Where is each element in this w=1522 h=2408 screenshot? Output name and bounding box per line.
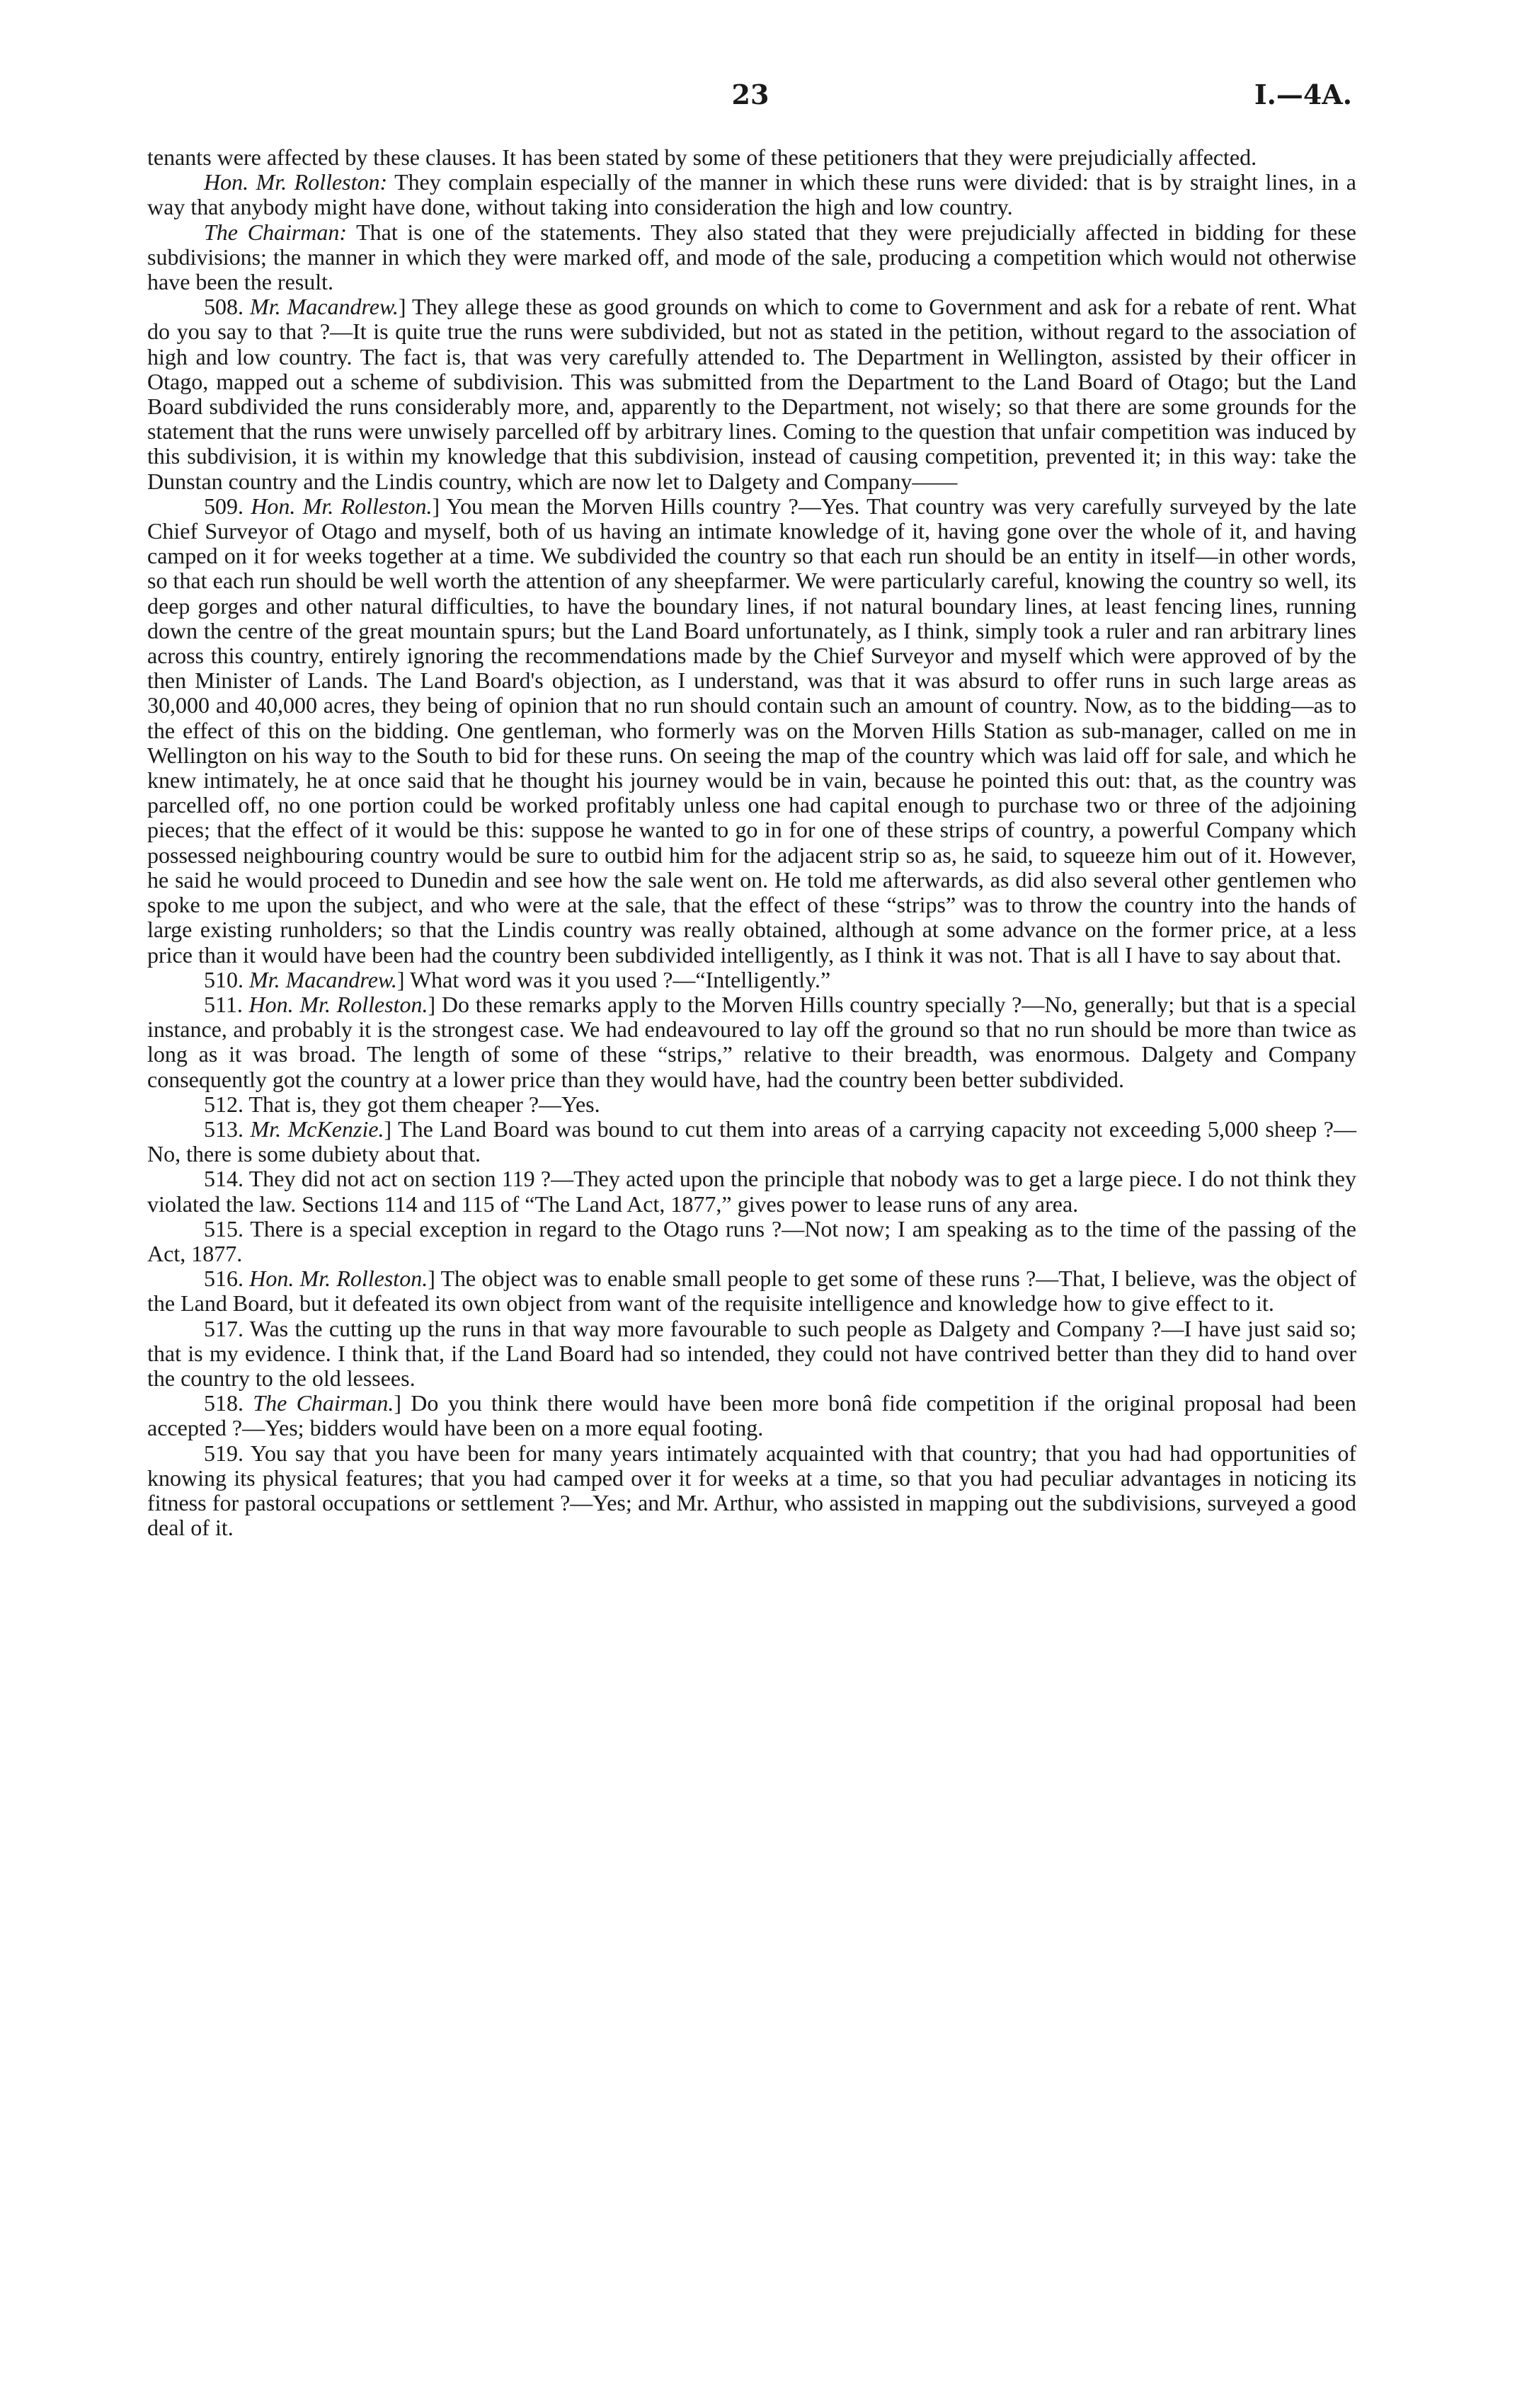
question-number: 512. [204, 1091, 249, 1117]
speaker-name: Hon. Mr. Rolleston. [249, 1266, 428, 1292]
paragraph [147, 1092, 1356, 1117]
paragraph-text: You say that you have been for many years intimately acquainted with that country; that you had had opportunities of knowing its physical features; that you had camped over it for weeks at a time, so that you had peculiar advantages in noticing its fitness for pastoral occupations or settlement ?—Yes; and Mr. Arthur, who assisted in mapping out the subdivisions, surveyed a good deal of it. [147, 1440, 1357, 1541]
paragraph [147, 294, 1356, 494]
question-number: 510. [204, 966, 249, 992]
paragraph [147, 1217, 1356, 1266]
paragraph-text: ] Do these remarks apply to the Morven Hills country specially ?—No, generally; but that is a special instance, and probably it is the strongest case. We had endeavoured to lay off the ground so that no run should be more than twice as long as it was broad. The length of some of these “strips,” relative to their breadth, was enormous. Dalgety and Company consequently got the country at a lower price than they would have, had the country been better subdivided. [147, 991, 1357, 1092]
page-header [149, 74, 1352, 117]
paragraph-text: ] They allege these as good grounds on which to come to Government and ask for a rebate of rent. What do you say to that ?—It is quite true the runs were subdivided, but not as stated in the petition, without regard to the association of high and low country. The fact is, that was very carefully attended to. The Department in Wellington, assisted by their officer in Otago, mapped out a scheme of subdivision. This was submitted from the Department to the Land Board of Otago; but the Land Board subdivided the runs considerably more, and, apparently to the Department, not wisely; so that there are some grounds for the statement that the runs were unwisely parcelled off by arbitrary lines. Coming to the question that unfair competition was induced by this subdivision, it is within my knowledge that this subdivision, instead of causing competition, prevented it; in this way: take the Dunstan country and the Lindis country, which are now let to Dalgety and Company—— [147, 294, 1357, 494]
question-number: 513. [204, 1116, 251, 1142]
speaker-name: Hon. Mr. Rolleston. [248, 991, 428, 1017]
paragraph [147, 494, 1356, 968]
speaker-name: Mr. McKenzie. [250, 1116, 384, 1142]
paragraph-text: tenants were affected by these clauses. It has been stated by some of these petitioners that they were prejudicially affected. [147, 144, 1257, 170]
paragraph-text: They did not act on section 119 ?—They acted upon the principle that nobody was to get a large piece. I do not think they violated the law. Sections 114 and 115 of “The Land Act, 1877,” gives power to lease runs of any area. [147, 1166, 1357, 1217]
paragraph [147, 992, 1356, 1092]
document-reference: I.—4A. [1254, 79, 1352, 110]
paragraph-text: That is one of the statements. They also stated that they were prejudicially affected in bidding for these subdivisions; the manner in which they were marked off, and mode of the sale, producing a competition which would not otherwise have been the result. [147, 219, 1357, 295]
question-number: 516. [204, 1266, 250, 1292]
paragraph-text: ] Do you think there would have been more bonâ fide competition if the original proposal had been accepted ?—Yes; bidders would have been on a more equal footing. [147, 1390, 1356, 1441]
paragraph-text: That is, they got them cheaper ?—Yes. [248, 1091, 600, 1117]
paragraph-text: ] The object was to enable small people to get some of these runs ?—That, I believe, was the object of the Land Board, but it defeated its own object from want of the requisite intelligence and knowledge how to give effect to it. [147, 1266, 1357, 1317]
paragraph-text: ] What word was it you used ?—“Intelligently.” [396, 966, 831, 992]
paragraph-text: Was the cutting up the runs in that way more favourable to such people as Dalgety and Company ?—I have just said so; that is my evidence. I think that, if the Land Board had so intended, they could not have contrived better than they did to hand over the country to the old lessees. [147, 1315, 1357, 1391]
paragraph [147, 145, 1356, 170]
paragraph-text: ] The Land Board was bound to cut them into areas of a carrying capacity not exceeding 5,000 sheep ?—No, there is some dubiety about that. [147, 1116, 1357, 1167]
question-number: 514. [204, 1166, 249, 1192]
speaker-name: The Chairman: [204, 219, 348, 245]
paragraph [147, 1317, 1356, 1392]
paragraph [147, 1117, 1356, 1166]
paragraph-text: ] You mean the Morven Hills country ?—Yes. That country was very carefully surveyed by the late Chief Surveyor of Otago and myself, both of us having an intimate knowledge of it, having gone over the whole of it, and having camped on it for weeks together at a time. We subdivided the country so that each run should be an entity in itself—in other words, so that each run should be well worth the attention of any sheepfarmer. We were particularly careful, knowing the country so well, its deep gorges and other natural difficulties, to have the boundary lines, if not natural boundary lines, at least fencing lines, running down the centre of the great mountain spurs; but the Land Board unfortunately, as I think, simply took a ruler and ran arbitrary lines across this country, entirely ignoring the recommendations made by the Chief Surveyor and myself which were approved of by the then Minister of Lands. The Land Board's objection, as I understand, was that it was absurd to offer runs in such large areas as 30,000 and 40,000 acres, they being of opinion that no run should contain such an amount of country. Now, as to the bidding—as to the effect of this on the bidding. One gentleman, who formerly was on the Morven Hills Station as sub-manager, called on me in Wellington on his way to the South to bid for these runs. On seeing the map of the country which was laid off for sale, and which he knew intimately, he at once said that he thought his journey would be in vain, because he pointed this out: that, as the country was parcelled off, no one portion could be worked profitably unless one had capital enough to purchase two or three of the adjoining pieces; that the effect of it would be this: suppose he wanted to go in for one of these strips of country, a powerful Company which possessed neighbouring country would be sure to outbid him for the adjacent strip so as, he said, to squeeze him out of it. However, he said he would proceed to Dunedin and see how the sale went on. He told me afterwards, as did also several other gentlemen who spoke to me upon the subject, and who were at the sale, that the effect of these “strips” was to throw the country into the hands of large existing runholders; so that the Lindis country was really obtained, although at some advance on the former price, at a less price than it would have been had the country been subdivided intelligently, as I think it was not. That is all I have to say about that. [147, 493, 1357, 968]
question-number: 518. [204, 1390, 253, 1416]
speaker-name: Hon. Mr. Rolleston: [204, 169, 388, 195]
question-number: 517. [204, 1315, 250, 1341]
speaker-name: Mr. Macandrew. [249, 966, 397, 992]
paragraph [147, 1266, 1356, 1316]
body-text [147, 145, 1356, 1540]
speaker-name: Hon. Mr. Rolleston. [251, 493, 433, 519]
question-number: 508. [204, 294, 251, 320]
question-number: 509. [204, 493, 251, 519]
paragraph [147, 1166, 1356, 1216]
paragraph [147, 1391, 1356, 1440]
paragraph [147, 1441, 1356, 1541]
page-number: 23 [731, 79, 769, 110]
speaker-name: Mr. Macandrew. [250, 294, 399, 320]
paragraph-text: There is a special exception in regard to the Otago runs ?—Not now; I am speaking as to the time of the passing of the Act, 1877. [147, 1215, 1357, 1266]
paragraph [147, 968, 1356, 992]
paragraph-text: They complain especially of the manner in which these runs were divided: that is by straight lines, in a way that anybody might have done, without taking into consideration the high and low country. [147, 169, 1357, 220]
paragraph [147, 170, 1356, 219]
question-number: 515. [204, 1215, 251, 1242]
speaker-name: The Chairman. [253, 1390, 394, 1416]
question-number: 511. [204, 991, 249, 1017]
paragraph [147, 220, 1356, 295]
question-number: 519. [204, 1440, 251, 1466]
